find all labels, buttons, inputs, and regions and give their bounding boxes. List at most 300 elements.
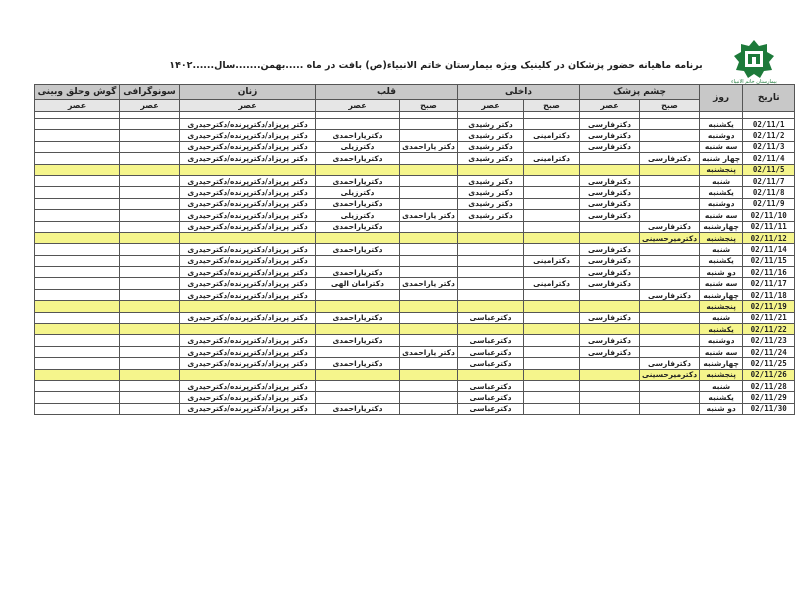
table-row — [35, 153, 795, 164]
cell-ent — [35, 301, 120, 312]
cell-heart-morning: دکتر یاراحمدی — [400, 278, 458, 289]
subheader-internal-morning: صبح — [524, 100, 580, 112]
cell-ent — [35, 358, 120, 369]
cell-heart-morning — [400, 198, 458, 209]
cell-date — [743, 112, 795, 119]
cell-day: چهارشنبه — [700, 289, 743, 300]
cell-sono — [120, 346, 180, 357]
cell-date: 02/11/11 — [743, 221, 795, 232]
cell-eye-evening — [580, 112, 640, 119]
table-row — [35, 289, 795, 300]
cell-heart-evening: دکتریاراحمدی — [316, 153, 400, 164]
cell-date: 02/11/3 — [743, 141, 795, 152]
header-heart: قلب — [316, 85, 458, 100]
cell-date: 02/11/2 — [743, 130, 795, 141]
cell-date: 02/11/9 — [743, 198, 795, 209]
subheader-eye-morning: صبح — [640, 100, 700, 112]
cell-eye-morning — [640, 301, 700, 312]
cell-sono — [120, 301, 180, 312]
logo-caption: بیمارستان خاتم الانبیاء — [731, 79, 777, 85]
cell-women: دکتر پریزاد/دکترپرنده/دکترحیدری — [180, 278, 316, 289]
cell-heart-morning — [400, 335, 458, 346]
cell-internal-evening: دکتر رشیدی — [458, 153, 524, 164]
cell-sono — [120, 210, 180, 221]
cell-heart-evening — [316, 346, 400, 357]
header-women: زنان — [180, 85, 316, 100]
cell-sono — [120, 369, 180, 380]
cell-internal-evening — [458, 278, 524, 289]
cell-eye-evening: دکترفارسی — [580, 141, 640, 152]
cell-internal-morning — [524, 187, 580, 198]
cell-internal-evening — [458, 221, 524, 232]
cell-internal-evening: دکترعباسی — [458, 346, 524, 357]
cell-day: یکشنبه — [700, 392, 743, 403]
cell-women — [180, 112, 316, 119]
cell-eye-morning — [640, 392, 700, 403]
cell-heart-morning — [400, 164, 458, 175]
cell-eye-morning — [640, 324, 700, 335]
cell-heart-morning — [400, 267, 458, 278]
cell-eye-evening: دکترفارسی — [580, 278, 640, 289]
cell-sono — [120, 141, 180, 152]
cell-women: دکتر پریزاد/دکترپرنده/دکترحیدری — [180, 210, 316, 221]
cell-women: دکتر پریزاد/دکترپرنده/دکترحیدری — [180, 267, 316, 278]
cell-day: دوشنبه — [700, 130, 743, 141]
cell-sono — [120, 232, 180, 243]
cell-heart-morning — [400, 369, 458, 380]
subheader-women-evening: عصر — [180, 100, 316, 112]
cell-heart-morning — [400, 112, 458, 119]
subheader-heart-evening: عصر — [316, 100, 400, 112]
table-row — [35, 255, 795, 266]
cell-day: دو شنبه — [700, 403, 743, 414]
cell-heart-evening: دکتریاراحمدی — [316, 312, 400, 323]
cell-heart-evening: دکتریاراحمدی — [316, 335, 400, 346]
cell-internal-evening — [458, 112, 524, 119]
cell-heart-morning — [400, 312, 458, 323]
cell-heart-morning: دکتر یاراحمدی — [400, 346, 458, 357]
table-row — [35, 187, 795, 198]
cell-date: 02/11/22 — [743, 324, 795, 335]
cell-eye-evening: دکترفارسی — [580, 244, 640, 255]
header-row — [35, 85, 795, 100]
cell-eye-morning: دکترمیرحسینی — [640, 232, 700, 243]
cell-date: 02/11/16 — [743, 267, 795, 278]
cell-women: دکتر پریزاد/دکترپرنده/دکترحیدری — [180, 130, 316, 141]
cell-eye-morning — [640, 119, 700, 130]
cell-internal-morning — [524, 244, 580, 255]
cell-sono — [120, 187, 180, 198]
cell-sono — [120, 198, 180, 209]
cell-date: 02/11/18 — [743, 289, 795, 300]
cell-internal-morning — [524, 112, 580, 119]
cell-sono — [120, 335, 180, 346]
cell-internal-morning: دکترامینی — [524, 153, 580, 164]
cell-date: 02/11/8 — [743, 187, 795, 198]
cell-heart-morning: دکتر یاراحمدی — [400, 210, 458, 221]
cell-day: شنبه — [700, 175, 743, 186]
table-row — [35, 130, 795, 141]
cell-heart-evening — [316, 392, 400, 403]
cell-internal-morning — [524, 369, 580, 380]
cell-date: 02/11/19 — [743, 301, 795, 312]
cell-heart-evening — [316, 324, 400, 335]
cell-women: دکتر پریزاد/دکترپرنده/دکترحیدری — [180, 392, 316, 403]
cell-day: یکشنبه — [700, 255, 743, 266]
cell-eye-evening — [580, 380, 640, 391]
cell-heart-evening — [316, 301, 400, 312]
cell-heart-morning — [400, 130, 458, 141]
cell-ent — [35, 324, 120, 335]
cell-date: 02/11/7 — [743, 175, 795, 186]
cell-women: دکتر پریزاد/دکترپرنده/دکترحیدری — [180, 403, 316, 414]
cell-internal-morning: دکترامینی — [524, 130, 580, 141]
subheader-ent-evening: عصر — [35, 100, 120, 112]
cell-internal-evening — [458, 369, 524, 380]
cell-eye-morning: دکترفارسی — [640, 221, 700, 232]
cell-eye-evening — [580, 221, 640, 232]
cell-eye-evening — [580, 289, 640, 300]
cell-internal-morning: دکترامینی — [524, 255, 580, 266]
cell-date: 02/11/21 — [743, 312, 795, 323]
cell-eye-morning: دکترمیرحسینی — [640, 369, 700, 380]
cell-ent — [35, 232, 120, 243]
cell-eye-evening: دکترفارسی — [580, 255, 640, 266]
cell-ent — [35, 141, 120, 152]
cell-heart-evening — [316, 232, 400, 243]
cell-women: دکتر پریزاد/دکترپرنده/دکترحیدری — [180, 198, 316, 209]
cell-internal-evening: دکتر رشیدی — [458, 187, 524, 198]
table-row — [35, 198, 795, 209]
cell-day: شنبه — [700, 312, 743, 323]
cell-day: سه شنبه — [700, 141, 743, 152]
table-row — [35, 335, 795, 346]
cell-ent — [35, 267, 120, 278]
cell-eye-morning — [640, 187, 700, 198]
cell-internal-evening: دکترعباسی — [458, 358, 524, 369]
cell-eye-evening: دکترفارسی — [580, 267, 640, 278]
cell-heart-morning — [400, 301, 458, 312]
cell-women: دکتر پریزاد/دکترپرنده/دکترحیدری — [180, 358, 316, 369]
cell-heart-evening: دکترزیلی — [316, 141, 400, 152]
header-sono: سونوگرافی — [120, 85, 180, 100]
cell-heart-evening: دکترزیلی — [316, 187, 400, 198]
cell-heart-evening: دکتریاراحمدی — [316, 244, 400, 255]
cell-heart-morning: دکتر یاراحمدی — [400, 141, 458, 152]
cell-eye-evening: دکترفارسی — [580, 119, 640, 130]
cell-internal-evening: دکترعباسی — [458, 392, 524, 403]
cell-day: چهارشنبه — [700, 221, 743, 232]
cell-women — [180, 324, 316, 335]
cell-internal-morning — [524, 346, 580, 357]
page-title: برنامه ماهیانه حضور پزشکان در کلینیک ویژه بیمارستان خاتم الانبیاء(ص) بافت در ماه .....بهمن.......سال......۱۴۰۲ — [169, 60, 703, 71]
cell-date: 02/11/23 — [743, 335, 795, 346]
cell-date: 02/11/30 — [743, 403, 795, 414]
cell-sono — [120, 358, 180, 369]
table-row — [35, 312, 795, 323]
cell-day: سه شنبه — [700, 346, 743, 357]
cell-ent — [35, 278, 120, 289]
cell-date: 02/11/12 — [743, 232, 795, 243]
cell-day: سه شنبه — [700, 210, 743, 221]
cell-internal-evening — [458, 289, 524, 300]
cell-heart-morning — [400, 358, 458, 369]
cell-day: دوشنبه — [700, 335, 743, 346]
cell-heart-morning — [400, 403, 458, 414]
header-ent: گوش وحلق وبینی — [35, 85, 120, 100]
cell-internal-morning — [524, 301, 580, 312]
cell-date: 02/11/26 — [743, 369, 795, 380]
cell-internal-evening: دکتر رشیدی — [458, 130, 524, 141]
cell-eye-morning: دکترفارسی — [640, 289, 700, 300]
cell-sono — [120, 312, 180, 323]
subheader-sono-evening: عصر — [120, 100, 180, 112]
cell-internal-evening — [458, 301, 524, 312]
cell-sono — [120, 119, 180, 130]
cell-women: دکتر پریزاد/دکترپرنده/دکترحیدری — [180, 380, 316, 391]
table-row — [35, 278, 795, 289]
cell-women: دکتر پریزاد/دکترپرنده/دکترحیدری — [180, 119, 316, 130]
table-row — [35, 221, 795, 232]
cell-eye-evening — [580, 392, 640, 403]
cell-heart-morning — [400, 244, 458, 255]
table-row — [35, 244, 795, 255]
cell-heart-morning — [400, 119, 458, 130]
cell-ent — [35, 403, 120, 414]
cell-eye-morning: دکترفارسی — [640, 153, 700, 164]
cell-day: چهارشنبه — [700, 358, 743, 369]
cell-ent — [35, 175, 120, 186]
cell-sono — [120, 278, 180, 289]
cell-ent — [35, 164, 120, 175]
holiday-row — [35, 369, 795, 380]
table-row — [35, 403, 795, 414]
holiday-row — [35, 301, 795, 312]
cell-heart-morning — [400, 232, 458, 243]
cell-ent — [35, 119, 120, 130]
table-row — [35, 392, 795, 403]
cell-ent — [35, 130, 120, 141]
cell-internal-morning: دکترامینی — [524, 278, 580, 289]
cell-women: دکتر پریزاد/دکترپرنده/دکترحیدری — [180, 289, 316, 300]
cell-women: دکتر پریزاد/دکترپرنده/دکترحیدری — [180, 141, 316, 152]
cell-women: دکتر پریزاد/دکترپرنده/دکترحیدری — [180, 153, 316, 164]
cell-ent — [35, 244, 120, 255]
cell-ent — [35, 255, 120, 266]
cell-eye-evening — [580, 324, 640, 335]
cell-heart-evening — [316, 255, 400, 266]
cell-heart-morning — [400, 255, 458, 266]
cell-ent — [35, 187, 120, 198]
cell-sono — [120, 112, 180, 119]
cell-heart-evening: دکترامان الهی — [316, 278, 400, 289]
cell-ent — [35, 198, 120, 209]
cell-eye-evening — [580, 164, 640, 175]
cell-day: یکشنبه — [700, 324, 743, 335]
cell-women: دکتر پریزاد/دکترپرنده/دکترحیدری — [180, 221, 316, 232]
cell-internal-morning — [524, 312, 580, 323]
cell-eye-morning — [640, 380, 700, 391]
cell-heart-morning — [400, 289, 458, 300]
subheader-internal-evening: عصر — [458, 100, 524, 112]
cell-internal-morning — [524, 267, 580, 278]
cell-eye-morning — [640, 141, 700, 152]
cell-ent — [35, 210, 120, 221]
cell-eye-evening — [580, 369, 640, 380]
cell-eye-evening: دکترفارسی — [580, 335, 640, 346]
cell-heart-evening: دکترزیلی — [316, 210, 400, 221]
cell-date: 02/11/15 — [743, 255, 795, 266]
cell-women — [180, 232, 316, 243]
holiday-row — [35, 324, 795, 335]
cell-women — [180, 369, 316, 380]
cell-heart-evening — [316, 164, 400, 175]
cell-day: شنبه — [700, 380, 743, 391]
cell-eye-morning — [640, 335, 700, 346]
cell-women: دکتر پریزاد/دکترپرنده/دکترحیدری — [180, 175, 316, 186]
cell-eye-evening: دکترفارسی — [580, 130, 640, 141]
cell-heart-evening: دکتریاراحمدی — [316, 198, 400, 209]
cell-heart-morning — [400, 392, 458, 403]
cell-eye-evening: دکترفارسی — [580, 312, 640, 323]
cell-internal-evening: دکتر رشیدی — [458, 141, 524, 152]
cell-women: دکتر پریزاد/دکترپرنده/دکترحیدری — [180, 335, 316, 346]
cell-date: 02/11/17 — [743, 278, 795, 289]
cell-eye-morning — [640, 130, 700, 141]
cell-heart-evening: دکتریاراحمدی — [316, 130, 400, 141]
cell-internal-morning — [524, 403, 580, 414]
cell-heart-morning — [400, 175, 458, 186]
cell-day: پنجشنبه — [700, 369, 743, 380]
cell-internal-morning — [524, 164, 580, 175]
cell-date: 02/11/28 — [743, 380, 795, 391]
cell-day: یکشنبه — [700, 119, 743, 130]
header-date: تاریخ — [743, 85, 795, 112]
cell-eye-morning — [640, 210, 700, 221]
cell-day: یکشنبه — [700, 187, 743, 198]
cell-eye-evening — [580, 232, 640, 243]
cell-heart-morning — [400, 221, 458, 232]
cell-eye-morning — [640, 403, 700, 414]
cell-eye-evening — [580, 358, 640, 369]
cell-internal-morning — [524, 119, 580, 130]
cell-eye-evening: دکترفارسی — [580, 175, 640, 186]
cell-day: پنجشنبه — [700, 232, 743, 243]
cell-ent — [35, 112, 120, 119]
cell-women: دکتر پریزاد/دکترپرنده/دکترحیدری — [180, 312, 316, 323]
cell-date: 02/11/10 — [743, 210, 795, 221]
cell-sono — [120, 392, 180, 403]
cell-ent — [35, 369, 120, 380]
cell-date: 02/11/4 — [743, 153, 795, 164]
cell-internal-morning — [524, 141, 580, 152]
cell-internal-morning — [524, 232, 580, 243]
cell-ent — [35, 392, 120, 403]
cell-heart-evening: دکتریاراحمدی — [316, 221, 400, 232]
cell-internal-evening — [458, 164, 524, 175]
table-row — [35, 380, 795, 391]
cell-eye-evening — [580, 403, 640, 414]
cell-eye-morning — [640, 312, 700, 323]
table-row — [35, 141, 795, 152]
cell-ent — [35, 312, 120, 323]
table-row — [35, 210, 795, 221]
cell-internal-morning — [524, 289, 580, 300]
header-eye: چشم پزشک — [580, 85, 700, 100]
cell-heart-evening — [316, 369, 400, 380]
cell-day: سه شنبه — [700, 278, 743, 289]
cell-eye-morning — [640, 198, 700, 209]
cell-internal-morning — [524, 324, 580, 335]
cell-internal-morning — [524, 210, 580, 221]
cell-day: شنبه — [700, 244, 743, 255]
cell-internal-evening — [458, 324, 524, 335]
cell-sono — [120, 267, 180, 278]
cell-day — [700, 112, 743, 119]
cell-women: دکتر پریزاد/دکترپرنده/دکترحیدری — [180, 346, 316, 357]
cell-day: پنجشنبه — [700, 301, 743, 312]
cell-internal-evening: دکترعباسی — [458, 312, 524, 323]
cell-ent — [35, 221, 120, 232]
cell-eye-morning — [640, 255, 700, 266]
cell-women — [180, 164, 316, 175]
cell-ent — [35, 346, 120, 357]
holiday-row — [35, 232, 795, 243]
cell-date: 02/11/14 — [743, 244, 795, 255]
cell-eye-evening: دکترفارسی — [580, 346, 640, 357]
cell-women: دکتر پریزاد/دکترپرنده/دکترحیدری — [180, 244, 316, 255]
cell-ent — [35, 153, 120, 164]
cell-sono — [120, 153, 180, 164]
subheader-heart-morning: صبح — [400, 100, 458, 112]
cell-internal-evening: دکترعباسی — [458, 335, 524, 346]
cell-heart-evening: دکتریاراحمدی — [316, 358, 400, 369]
table-row — [35, 119, 795, 130]
cell-heart-evening: دکتریاراحمدی — [316, 403, 400, 414]
cell-internal-evening — [458, 255, 524, 266]
cell-internal-evening: دکتر رشیدی — [458, 119, 524, 130]
header-day: روز — [700, 85, 743, 112]
cell-eye-evening — [580, 153, 640, 164]
cell-internal-morning — [524, 198, 580, 209]
cell-internal-evening — [458, 267, 524, 278]
cell-date: 02/11/24 — [743, 346, 795, 357]
cell-women: دکتر پریزاد/دکترپرنده/دکترحیدری — [180, 187, 316, 198]
cell-internal-evening: دکتر رشیدی — [458, 210, 524, 221]
cell-day: دو شنبه — [700, 267, 743, 278]
cell-date: 02/11/29 — [743, 392, 795, 403]
cell-internal-evening: دکتر رشیدی — [458, 198, 524, 209]
cell-internal-evening — [458, 232, 524, 243]
subheader-eye-evening: عصر — [580, 100, 640, 112]
cell-internal-morning — [524, 335, 580, 346]
cell-date: 02/11/1 — [743, 119, 795, 130]
cell-sono — [120, 403, 180, 414]
cell-heart-morning — [400, 187, 458, 198]
cell-heart-evening: دکتریاراحمدی — [316, 267, 400, 278]
cell-eye-evening: دکترفارسی — [580, 210, 640, 221]
cell-internal-morning — [524, 175, 580, 186]
cell-sono — [120, 164, 180, 175]
cell-internal-morning — [524, 392, 580, 403]
cell-internal-evening: دکترعباسی — [458, 403, 524, 414]
cell-heart-evening — [316, 112, 400, 119]
cell-sono — [120, 380, 180, 391]
cell-day: دوشنبه — [700, 198, 743, 209]
header-internal: داخلی — [458, 85, 580, 100]
table-row — [35, 175, 795, 186]
cell-eye-morning — [640, 112, 700, 119]
